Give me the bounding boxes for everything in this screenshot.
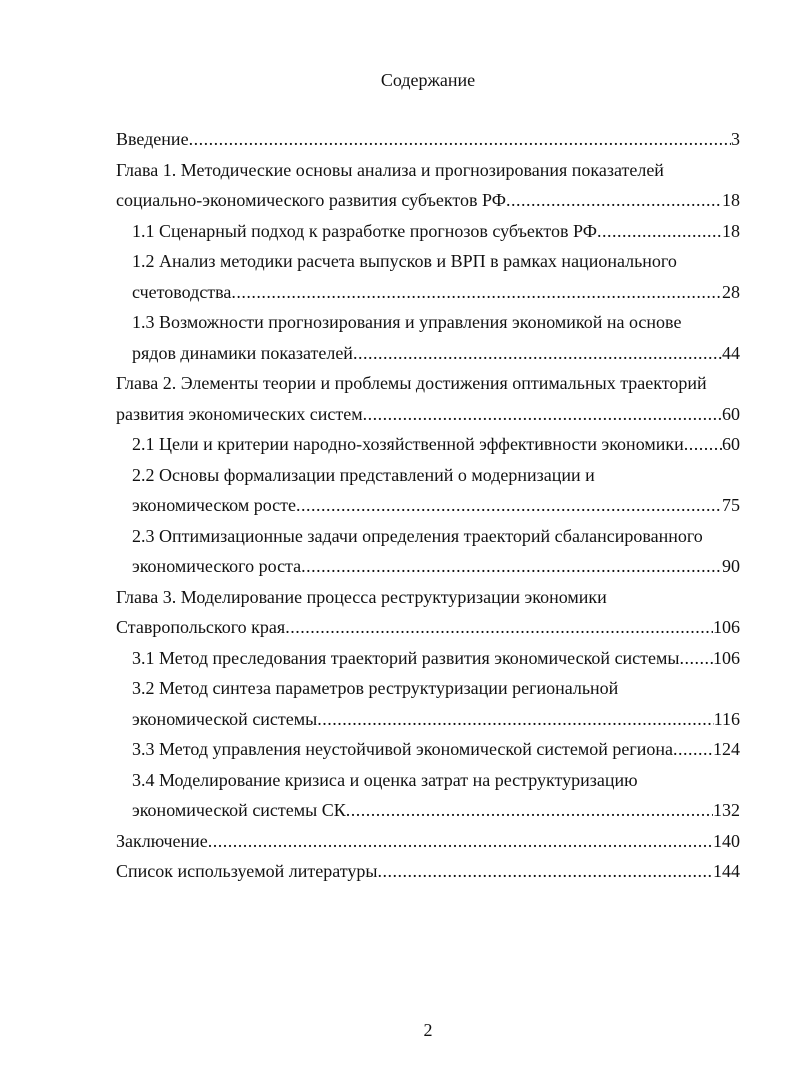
toc-entry-text: Введение bbox=[116, 129, 189, 149]
toc-line bbox=[116, 612, 740, 643]
toc-line bbox=[132, 734, 740, 765]
toc-line bbox=[132, 704, 740, 735]
toc-entry-conclusion bbox=[116, 826, 740, 857]
toc-page-number: 18 bbox=[722, 220, 740, 241]
toc-entry-text: развития экономических систем bbox=[116, 403, 363, 424]
toc-entry-text: экономическом росте bbox=[132, 495, 297, 515]
toc-entry-section-2-3 bbox=[116, 521, 740, 582]
toc-entry-section-1-3 bbox=[116, 307, 740, 368]
dot-leader bbox=[377, 856, 713, 887]
toc-entry-text: счетоводства bbox=[132, 281, 232, 302]
dot-leader bbox=[285, 612, 713, 643]
toc-entry-text: 3.3 Метод управления неустойчивой экономической системой региона bbox=[132, 739, 673, 759]
dot-leader bbox=[301, 551, 722, 582]
toc-entry-text: экономического роста bbox=[132, 556, 302, 576]
toc-entry-text: 1.1 Сценарный подход к разработке прогнозов субъектов РФ bbox=[132, 220, 597, 241]
toc-page-number: 60 bbox=[722, 434, 740, 454]
toc-page-number: 116 bbox=[713, 708, 740, 729]
toc-line bbox=[116, 399, 740, 430]
toc-line bbox=[132, 216, 740, 247]
toc-line bbox=[116, 826, 740, 857]
toc-entry-text: Ставропольского края bbox=[116, 617, 286, 637]
toc-page-number: 124 bbox=[713, 739, 740, 759]
dot-leader bbox=[680, 643, 713, 674]
toc-entry-text: 2.3 Оптимизационные задачи определения траекторий сбалансированного bbox=[132, 525, 703, 546]
toc-line bbox=[132, 429, 740, 460]
toc-line bbox=[132, 643, 740, 674]
toc-page-number: 144 bbox=[713, 861, 740, 881]
toc-entry-chapter-2 bbox=[116, 368, 740, 429]
toc-entry-text: рядов динамики показателей bbox=[132, 342, 353, 363]
dot-leader bbox=[231, 277, 722, 308]
toc-page-number: 3 bbox=[731, 129, 740, 149]
toc-line bbox=[116, 124, 740, 155]
dot-leader bbox=[684, 429, 722, 460]
dot-leader bbox=[353, 338, 722, 369]
dot-leader bbox=[317, 704, 713, 735]
toc-page-number: 75 bbox=[722, 495, 740, 515]
toc-entry-text: Список используемой литературы bbox=[116, 861, 378, 881]
toc-page-number: 106 bbox=[713, 647, 740, 668]
toc-entry-section-2-1 bbox=[116, 429, 740, 460]
toc-page-number: 44 bbox=[722, 342, 740, 363]
toc-entry-section-3-4 bbox=[116, 765, 740, 826]
dot-leader bbox=[597, 216, 722, 247]
dot-leader bbox=[189, 124, 731, 155]
toc-entry-section-1-2 bbox=[116, 246, 740, 307]
toc-entry-section-3-3 bbox=[116, 734, 740, 765]
toc-entry-text: Глава 2. Элементы теории и проблемы достижения оптимальных траекторий bbox=[116, 373, 707, 393]
toc-entry-references bbox=[116, 856, 740, 887]
toc-page-number: 90 bbox=[722, 556, 740, 576]
toc-page-number: 106 bbox=[713, 617, 740, 637]
toc-entry-text: 2.1 Цели и критерии народно-хозяйственной эффективности экономики bbox=[132, 434, 684, 454]
toc-entry-text: Глава 3. Моделирование процесса реструктуризации экономики bbox=[116, 586, 607, 607]
dot-leader bbox=[296, 490, 722, 521]
toc-entry-section-3-2 bbox=[116, 673, 740, 734]
toc-entry-text: 1.3 Возможности прогнозирования и управления экономикой на основе bbox=[132, 312, 682, 332]
toc-entry-chapter-3 bbox=[116, 582, 740, 643]
dot-leader bbox=[346, 795, 713, 826]
toc-line bbox=[132, 490, 740, 521]
toc-entry-text: экономической системы СК bbox=[132, 800, 346, 820]
toc-page-number: 28 bbox=[722, 281, 740, 302]
dot-leader bbox=[673, 734, 713, 765]
toc-entry-section-3-1 bbox=[116, 643, 740, 674]
toc-entry-text: 3.2 Метод синтеза параметров реструктуризации региональной bbox=[132, 678, 619, 698]
toc-entry-text: 3.4 Моделирование кризиса и оценка затрат на реструктуризацию bbox=[132, 769, 638, 790]
toc-entry-section-2-2 bbox=[116, 460, 740, 521]
toc-entry-text: социально-экономического развития субъектов РФ bbox=[116, 190, 506, 210]
table-of-contents bbox=[116, 124, 740, 887]
toc-entry-text: Заключение bbox=[116, 830, 208, 851]
toc-line bbox=[132, 551, 740, 582]
toc-entry-text: 1.2 Анализ методики расчета выпусков и ВРП в рамках национального bbox=[132, 251, 677, 271]
toc-page-number: 132 bbox=[713, 800, 740, 820]
page-number: 2 bbox=[423, 1020, 433, 1040]
toc-entry-text: 2.2 Основы формализации представлений о модернизации и bbox=[132, 464, 595, 485]
dot-leader bbox=[208, 826, 713, 857]
toc-entry-chapter-1 bbox=[116, 155, 740, 216]
toc-page-number: 60 bbox=[722, 403, 740, 424]
page-title: Содержание bbox=[380, 70, 476, 90]
toc-entry-text: 3.1 Метод преследования траекторий развития экономической системы bbox=[132, 647, 680, 668]
toc-line bbox=[132, 277, 740, 308]
toc-entry-introduction bbox=[116, 124, 740, 155]
toc-page-number: 140 bbox=[713, 830, 740, 851]
toc-line bbox=[132, 338, 740, 369]
toc-entry-text: Глава 1. Методические основы анализа и прогнозирования показателей bbox=[116, 159, 664, 180]
toc-entry-text: экономической системы bbox=[132, 708, 318, 729]
toc-line bbox=[116, 856, 740, 887]
dot-leader bbox=[506, 185, 722, 216]
toc-line bbox=[132, 795, 740, 826]
toc-page-number: 18 bbox=[722, 190, 740, 210]
toc-entry-section-1-1 bbox=[116, 216, 740, 247]
dot-leader bbox=[363, 399, 722, 430]
toc-line bbox=[116, 185, 740, 216]
